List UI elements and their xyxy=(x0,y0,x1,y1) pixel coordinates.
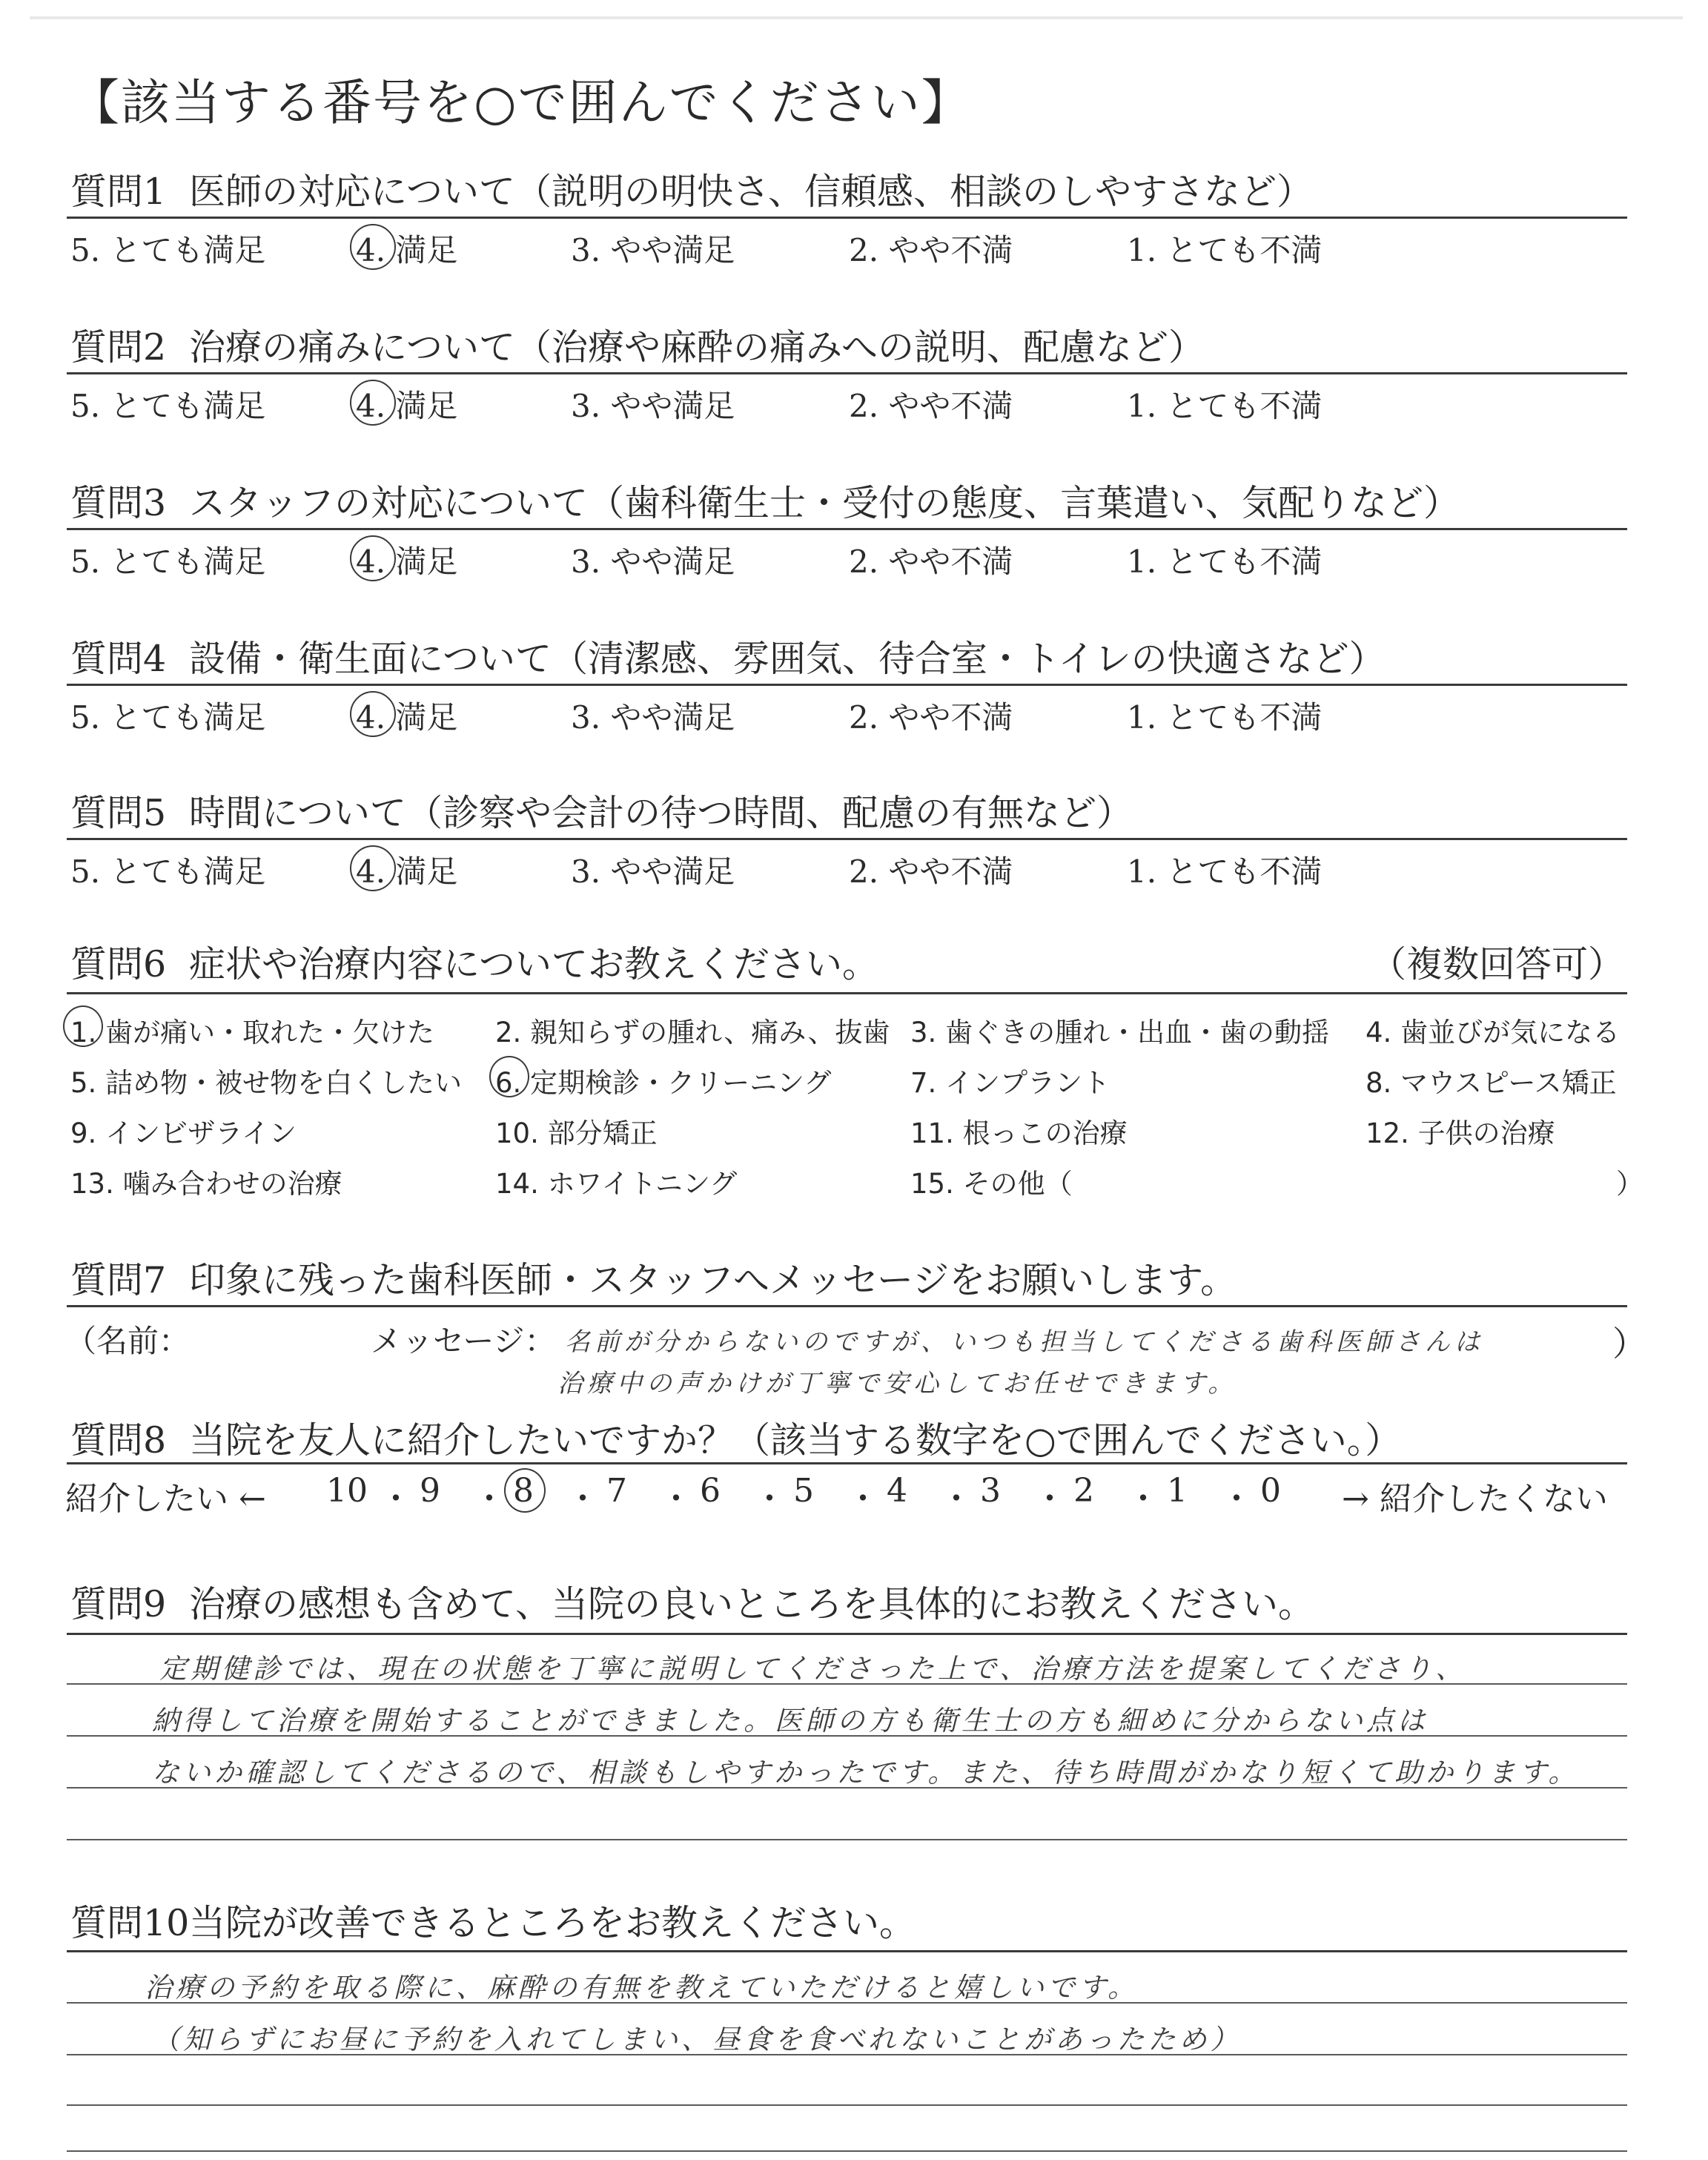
q8-scale-value[interactable]: 4 xyxy=(887,1472,907,1510)
q8-scale-value[interactable]: 3 xyxy=(980,1472,1001,1510)
q3-selection-circle xyxy=(350,535,396,581)
q10-answer-line-1: 治療の予約を取る際に、麻酔の有無を教えていただけると嬉しいです。 xyxy=(145,1972,1139,2004)
q7-text: 印象に残った歯科医師・スタッフへメッセージをお願いします。 xyxy=(189,1259,1237,1301)
q8-left-label: 紹介したい ← xyxy=(65,1480,266,1518)
q10-answer-line xyxy=(67,2150,1627,2152)
q1-option[interactable]: 2. やや不満 xyxy=(849,232,1013,268)
q4-rule xyxy=(67,684,1627,686)
q2-option[interactable]: 5. とても満足 xyxy=(70,388,266,424)
q8-separator: ・ xyxy=(1127,1480,1159,1518)
q8-separator: ・ xyxy=(566,1480,599,1518)
q8-scale-value[interactable]: 10 xyxy=(326,1472,368,1510)
q2-rule xyxy=(67,372,1627,374)
q9-answer-line xyxy=(67,1839,1627,1840)
q1-rule xyxy=(67,217,1627,219)
q6-rule xyxy=(67,992,1627,994)
q8-scale-value[interactable]: 6 xyxy=(700,1472,721,1510)
q2-option[interactable]: 4. 満足 xyxy=(356,388,458,424)
q8-separator: ・ xyxy=(660,1480,692,1518)
q8-scale-value[interactable]: 1 xyxy=(1167,1472,1188,1510)
q3-option[interactable]: 4. 満足 xyxy=(356,544,458,580)
q7-message-line-2: 治療中の声かけが丁寧で安心してお任せできます。 xyxy=(557,1369,1238,1398)
q4-option[interactable]: 1. とても不満 xyxy=(1127,699,1323,736)
q6-selection-circle xyxy=(489,1056,529,1097)
q4-option[interactable]: 2. やや不満 xyxy=(849,699,1013,736)
q8-selection-circle xyxy=(504,1468,546,1513)
q6-option[interactable]: 5. 詰め物・被せ物を白くしたい xyxy=(70,1067,463,1099)
q6-option[interactable]: 14. ホワイトニング xyxy=(495,1168,738,1200)
q10-text: 当院が改善できるところをお教えください。 xyxy=(189,1902,916,1944)
survey-title: 【該当する番号を○で囲んでください】 xyxy=(70,74,972,131)
q3-option[interactable]: 1. とても不満 xyxy=(1127,544,1323,580)
q1-heading xyxy=(70,163,1313,215)
q7-message-label: メッセージ： xyxy=(371,1323,556,1359)
q10-rule xyxy=(67,1950,1627,1952)
q10-heading xyxy=(70,1895,916,1946)
q6-option[interactable]: 7. インプラント xyxy=(910,1067,1110,1099)
q5-text: 時間について（診察や会計の待つ時間、配慮の有無など） xyxy=(189,792,1133,834)
q8-number: 質問8 xyxy=(70,1419,167,1462)
q7-message-line-1: 名前が分からないのですが、いつも担当してくださる歯科医師さんは xyxy=(565,1327,1484,1357)
q8-rule xyxy=(67,1462,1627,1464)
q6-option[interactable]: 15. その他（ xyxy=(910,1168,1073,1200)
q9-answer-line-3: ないか確認してくださるので、相談もしやすかったです。また、待ち時間がかなり短くて助かります。 xyxy=(152,1757,1580,1789)
q4-number: 質問4 xyxy=(70,638,167,680)
q5-option[interactable]: 5. とても満足 xyxy=(70,853,266,890)
q1-option[interactable]: 1. とても不満 xyxy=(1127,232,1323,268)
q5-option[interactable]: 1. とても不満 xyxy=(1127,853,1323,890)
q8-separator: ・ xyxy=(1220,1480,1253,1518)
q1-option[interactable]: 4. 満足 xyxy=(356,232,458,268)
q3-option[interactable]: 2. やや不満 xyxy=(849,544,1013,580)
q5-rule xyxy=(67,838,1627,840)
q6-option: ） xyxy=(1616,1168,1644,1200)
q3-heading xyxy=(70,475,1460,526)
q8-right-label: → 紹介したくない xyxy=(1342,1480,1608,1518)
q2-option[interactable]: 1. とても不満 xyxy=(1127,388,1323,424)
q9-text: 治療の感想も含めて、当院の良いところを具体的にお教えください。 xyxy=(189,1583,1315,1625)
q8-separator: ・ xyxy=(380,1480,412,1518)
q4-heading xyxy=(70,630,1386,682)
q6-option[interactable]: 11. 根っこの治療 xyxy=(910,1117,1128,1149)
q7-close-paren: ） xyxy=(1612,1324,1646,1364)
q4-selection-circle xyxy=(350,691,396,737)
q2-heading xyxy=(70,319,1205,371)
q1-text: 医師の対応について（説明の明快さ、信頼感、相談のしやすさなど） xyxy=(189,171,1314,213)
q9-answer-line-1: 定期健診では、現在の状態を丁寧に説明してくださった上で、治療方法を提案してくださり、 xyxy=(159,1653,1467,1685)
q6-option[interactable]: 13. 噛み合わせの治療 xyxy=(70,1168,342,1200)
q5-heading xyxy=(70,785,1133,836)
q4-option[interactable]: 3. やや満足 xyxy=(571,699,735,736)
q4-option[interactable]: 4. 満足 xyxy=(356,699,458,736)
q7-rule xyxy=(67,1305,1627,1307)
q3-option[interactable]: 3. やや満足 xyxy=(571,544,735,580)
q8-scale-value[interactable]: 7 xyxy=(606,1472,627,1510)
q4-text: 設備・衛生面について（清潔感、雰囲気、待合室・トイレの快適さなど） xyxy=(189,638,1386,680)
q1-number: 質問1 xyxy=(70,171,167,213)
q1-option[interactable]: 3. やや満足 xyxy=(571,232,735,268)
q6-option[interactable]: 3. 歯ぐきの腫れ・出血・歯の動揺 xyxy=(910,1017,1330,1048)
q5-number: 質問5 xyxy=(70,792,167,834)
q9-number: 質問9 xyxy=(70,1583,167,1625)
q5-option[interactable]: 2. やや不満 xyxy=(849,853,1013,890)
q8-separator: ・ xyxy=(940,1480,973,1518)
q6-option[interactable]: 8. マウスピース矯正 xyxy=(1366,1067,1617,1099)
q6-heading xyxy=(70,936,878,988)
q8-separator: ・ xyxy=(753,1480,786,1518)
page-top-edge xyxy=(30,16,1683,19)
q6-text: 症状や治療内容についてお教えください。 xyxy=(189,943,879,985)
q2-number: 質問2 xyxy=(70,326,167,369)
q9-rule xyxy=(67,1633,1627,1635)
q10-number: 質問10 xyxy=(70,1902,190,1944)
q6-option[interactable]: 10. 部分矯正 xyxy=(495,1117,658,1149)
q7-number: 質問7 xyxy=(70,1259,167,1301)
q8-scale-value[interactable]: 9 xyxy=(420,1472,440,1510)
q6-option[interactable]: 1. 歯が痛い・取れた・欠けた xyxy=(70,1017,435,1048)
q3-option[interactable]: 5. とても満足 xyxy=(70,544,266,580)
q6-number: 質問6 xyxy=(70,943,167,985)
q7-heading xyxy=(70,1252,1237,1304)
q4-option[interactable]: 5. とても満足 xyxy=(70,699,266,736)
q6-option[interactable]: 6. 定期検診・クリーニング xyxy=(495,1067,832,1099)
q8-heading xyxy=(70,1412,1401,1464)
q5-option[interactable]: 4. 満足 xyxy=(356,853,458,890)
q8-text: 当院を友人に紹介したいですか？（該当する数字を○で囲んでください。） xyxy=(189,1419,1402,1462)
q9-heading xyxy=(70,1576,1314,1628)
q2-option[interactable]: 2. やや不満 xyxy=(849,388,1013,424)
q7-name-label: （名前： xyxy=(65,1323,191,1359)
q6-option[interactable]: 12. 子供の治療 xyxy=(1366,1117,1555,1149)
q6-selection-circle xyxy=(63,1005,103,1047)
q3-number: 質問3 xyxy=(70,482,167,524)
q2-text: 治療の痛みについて（治療や麻酔の痛みへの説明、配慮など） xyxy=(189,326,1205,369)
q8-scale-value[interactable]: 0 xyxy=(1260,1472,1281,1510)
q5-option[interactable]: 3. やや満足 xyxy=(571,853,735,890)
q1-option[interactable]: 5. とても満足 xyxy=(70,232,266,268)
q8-separator: ・ xyxy=(1033,1480,1066,1518)
q6-note: （複数回答可） xyxy=(1370,943,1625,985)
q8-separator: ・ xyxy=(847,1480,879,1518)
q8-scale-value[interactable]: 5 xyxy=(793,1472,814,1510)
q8-scale-value[interactable]: 8 xyxy=(513,1472,534,1510)
q6-option[interactable]: 4. 歯並びが気になる xyxy=(1366,1017,1621,1048)
q3-rule xyxy=(67,528,1627,530)
q6-option[interactable]: 9. インビザライン xyxy=(70,1117,297,1149)
q8-scale-value[interactable]: 2 xyxy=(1073,1472,1094,1510)
q6-option[interactable]: 2. 親知らずの腫れ、痛み、抜歯 xyxy=(495,1017,890,1048)
q10-answer-line xyxy=(67,2104,1627,2106)
q1-selection-circle xyxy=(350,224,396,270)
q5-selection-circle xyxy=(350,845,396,891)
q2-selection-circle xyxy=(350,380,396,426)
q10-answer-line-2: （知らずにお昼に予約を入れてしまい、昼食を食べれないことがあったため） xyxy=(152,2024,1242,2055)
q8-separator: ・ xyxy=(473,1480,506,1518)
q2-option[interactable]: 3. やや満足 xyxy=(571,388,735,424)
q3-text: スタッフの対応について（歯科衛生士・受付の態度、言葉遣い、気配りなど） xyxy=(189,482,1460,524)
q9-answer-line-2: 納得して治療を開始することができました。医師の方も衛生士の方も細めに分からない点は xyxy=(152,1705,1429,1737)
